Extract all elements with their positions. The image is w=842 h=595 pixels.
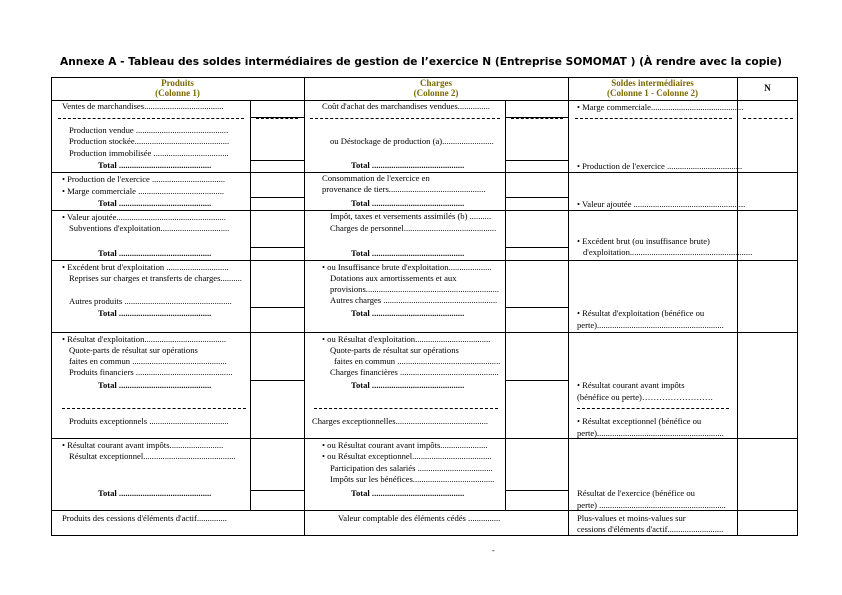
charges-line: Charges financières .............................................. bbox=[330, 367, 499, 377]
amount-rule bbox=[250, 197, 304, 198]
produits-line: Produits exceptionnels ..................................... bbox=[69, 416, 229, 426]
produits-total: Total ........................................... bbox=[98, 380, 212, 390]
amount-rule bbox=[250, 160, 304, 161]
amount-divider bbox=[250, 100, 251, 510]
section-rule bbox=[51, 260, 798, 261]
soldes-line: perte)........................................................... bbox=[577, 320, 724, 330]
amount-rule bbox=[505, 490, 568, 491]
charges-line: Impôts sur les bénéfices...................................... bbox=[330, 474, 495, 484]
produits-line: Quote-parts de résultat sur opérations bbox=[69, 345, 198, 355]
charges-line: • ou Résultat d'exploitation................................... bbox=[322, 334, 491, 344]
amount-rule bbox=[505, 307, 568, 308]
produits-line: Production immobilisée ................................... bbox=[69, 148, 229, 158]
amount-rule bbox=[505, 380, 568, 381]
charges-total: Total ........................................... bbox=[351, 308, 465, 318]
charges-total: Total ........................................... bbox=[351, 488, 465, 498]
amount-rule bbox=[505, 197, 568, 198]
charges-line: provisions.............................................................. bbox=[330, 284, 500, 294]
amount-rule bbox=[250, 307, 304, 308]
dashed-rule bbox=[314, 408, 498, 409]
charges-total: Total ........................................... bbox=[351, 160, 465, 170]
dashed-rule bbox=[577, 408, 729, 409]
soldes-line: perte) ........................................................... bbox=[577, 500, 726, 510]
soldes-line: • Résultat d'exploitation (bénéfice ou bbox=[577, 308, 705, 318]
produits-total: Total ........................................... bbox=[98, 488, 212, 498]
soldes-line: • Excédent brut (ou insuffisance brute) bbox=[577, 236, 710, 246]
produits-line: Autres produits .................................................. bbox=[69, 296, 232, 306]
dashed-rule bbox=[743, 118, 793, 119]
produits-total: Total ........................................... bbox=[98, 198, 212, 208]
header-produits-label: Produits bbox=[161, 78, 194, 88]
charges-line: Dotations aux amortissements et aux bbox=[330, 273, 457, 283]
soldes-line: • Valeur ajoutée .................................................... bbox=[577, 199, 746, 209]
charges-total: Total ........................................... bbox=[351, 198, 465, 208]
dashed-rule bbox=[575, 118, 732, 119]
section-rule bbox=[51, 172, 304, 173]
header-charges-label: Charges bbox=[420, 78, 452, 88]
header-soldes bbox=[568, 78, 737, 100]
col-divider bbox=[304, 77, 305, 536]
charges-line: Consommation de l'exercice en bbox=[322, 173, 430, 183]
charges-line: provenance de tiers............................................. bbox=[322, 184, 486, 194]
dashed-rule bbox=[256, 118, 298, 119]
charges-line: Valeur comptable des éléments cédés ............... bbox=[338, 513, 501, 523]
produits-line: Production stockée............................................ bbox=[69, 136, 230, 146]
produits-total: Total ........................................... bbox=[98, 248, 212, 258]
soldes-line: d'exploitation......................................................... bbox=[583, 247, 753, 257]
amount-rule bbox=[505, 160, 568, 161]
dashed-rule bbox=[58, 118, 244, 119]
header-soldes-label: Soldes intermédiaires bbox=[611, 78, 694, 88]
page-footnote: - bbox=[492, 546, 495, 555]
amount-rule bbox=[250, 490, 304, 491]
produits-line: • Production de l'exercice .................................. bbox=[62, 174, 226, 184]
soldes-line: Résultat de l'exercice (bénéfice ou bbox=[577, 488, 695, 498]
charges-total: Total ........................................... bbox=[351, 380, 465, 390]
amount-rule bbox=[250, 247, 304, 248]
charges-total: Total ........................................... bbox=[351, 248, 465, 258]
soldes-line: Plus-values et moins-values sur bbox=[577, 513, 686, 523]
soldes-line: (bénéfice ou perte)……………………. bbox=[577, 392, 713, 402]
header-produits bbox=[51, 78, 304, 100]
dashed-rule bbox=[62, 408, 246, 409]
soldes-line: • Production de l'exercice ................................... bbox=[577, 161, 743, 171]
dashed-rule bbox=[310, 118, 500, 119]
amount-rule bbox=[250, 380, 304, 381]
charges-line: Quote-parts de résultat sur opérations bbox=[330, 345, 459, 355]
charges-line: faites en commun ................................................ bbox=[334, 356, 501, 366]
produits-line: Produits financiers ............................................. bbox=[69, 367, 233, 377]
produits-line: • Valeur ajoutée................................................... bbox=[62, 212, 226, 222]
soldes-line: • Résultat exceptionnel (bénéfice ou bbox=[577, 416, 702, 426]
amount-rule bbox=[505, 247, 568, 248]
section-rule bbox=[51, 332, 798, 333]
charges-line: • ou Résultat exceptionnel..................................... bbox=[322, 451, 492, 461]
produits-total: Total ........................................... bbox=[98, 160, 212, 170]
produits-line: • Marge commerciale ........................................ bbox=[62, 186, 225, 196]
header-charges-sub: (Colonne 2) bbox=[413, 88, 459, 98]
amount-divider bbox=[505, 100, 506, 510]
charges-line: • ou Résultat courant avant impôts...................... bbox=[322, 440, 488, 450]
col-divider bbox=[568, 77, 569, 536]
produits-line: Subventions d'exploitation................................ bbox=[69, 223, 230, 233]
charges-line: ou Déstockage de production (a)........................ bbox=[330, 136, 494, 146]
produits-line: Produits des cessions d'éléments d'actif.............. bbox=[62, 513, 227, 523]
produits-line: • Résultat courant avant impôts......................... bbox=[62, 440, 224, 450]
produits-line: Ventes de marchandises..................................... bbox=[62, 101, 224, 111]
charges-line: Coût d'achat des marchandises vendues............... bbox=[322, 101, 490, 111]
header-charges bbox=[304, 78, 568, 100]
header-n: N bbox=[764, 83, 771, 93]
page-title: Annexe A - Tableau des soldes intermédiaires de gestion de l’exercice N (Entreprise SOMOMAT ) (À rendre avec la copie) bbox=[60, 56, 782, 68]
charges-line: • ou Insuffisance brute d'exploitation.................... bbox=[322, 262, 492, 272]
produits-line: faites en commun ............................................ bbox=[69, 356, 227, 366]
produits-line: Reprises sur charges et transferts de charges.......... bbox=[69, 273, 242, 283]
charges-line: Participation des salariés ................................... bbox=[330, 463, 493, 473]
charges-line: Impôt, taxes et versements assimilés (b) .......... bbox=[330, 211, 492, 221]
produits-total: Total ........................................... bbox=[98, 308, 212, 318]
charges-line: Charges exceptionnelles........................................... bbox=[312, 416, 488, 426]
produits-line: Résultat exceptionnel........................................... bbox=[69, 451, 236, 461]
soldes-line: cessions d'éléments d'actif.......................... bbox=[577, 524, 724, 534]
produits-line: • Résultat d'exploitation...................................... bbox=[62, 334, 227, 344]
col-divider bbox=[737, 77, 738, 536]
charges-line: Charges de personnel........................................... bbox=[330, 223, 497, 233]
dashed-rule bbox=[511, 118, 563, 119]
section-rule bbox=[737, 172, 798, 173]
produits-line: • Excédent brut d'exploitation ............................. bbox=[62, 262, 229, 272]
soldes-line: • Résultat courant avant impôts bbox=[577, 380, 685, 390]
charges-line: Autres charges ..................................................... bbox=[330, 295, 498, 305]
soldes-line: perte)........................................................... bbox=[577, 428, 724, 438]
header-produits-sub: (Colonne 1) bbox=[155, 88, 200, 98]
produits-line: Production vendue ........................................... bbox=[69, 125, 229, 135]
header-soldes-sub: (Colonne 1 - Colonne 2) bbox=[606, 88, 698, 98]
soldes-line: • Marge commerciale........................................... bbox=[577, 102, 744, 112]
